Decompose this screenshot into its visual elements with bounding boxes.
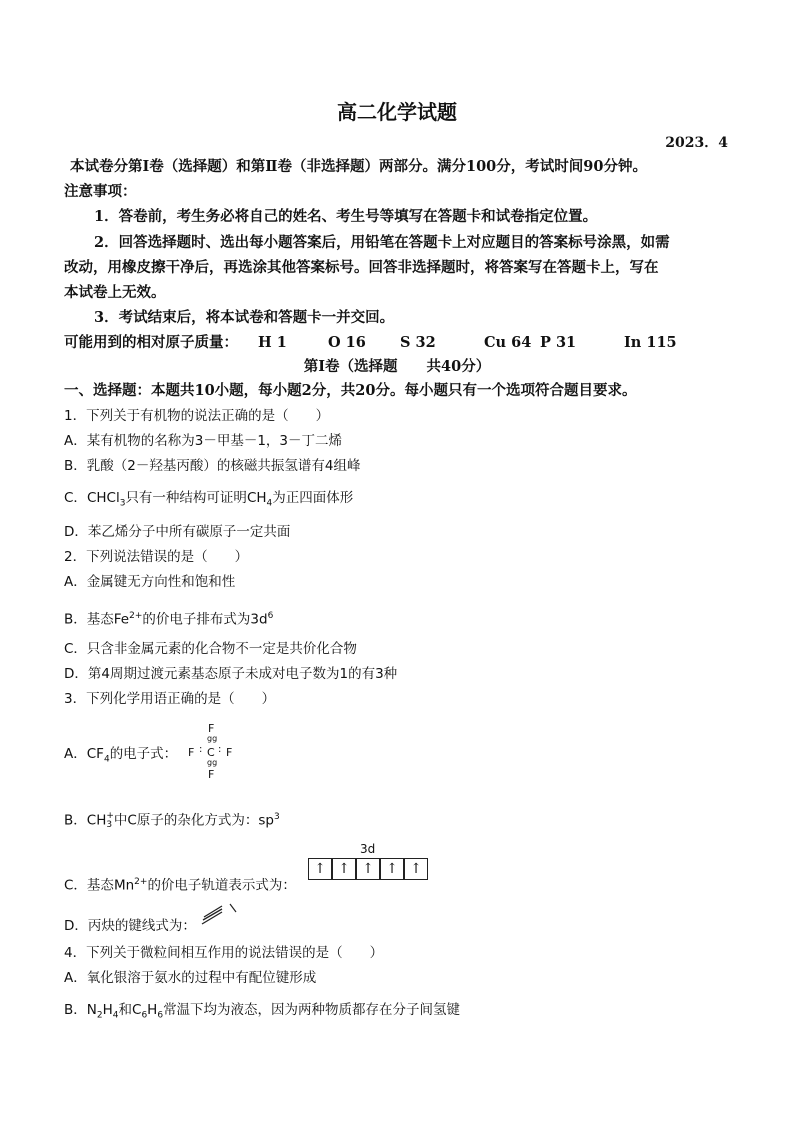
atomic-mass-line [64,332,677,354]
notice-item-1: 1．答卷前，考生务必将自己的姓名、考生号等填写在答题卡和试卷指定位置。 [94,208,598,225]
q2-option-b: B．基态$Fe^{2+}$的价电子排布式为$3d^6$ [64,611,274,628]
mass-cu: Cu 64 [484,334,532,351]
orbital-box-2: ↑ [332,858,356,880]
q1-stem: 1．下列关于有机物的说法正确的是（ ） [64,408,330,424]
section-1-instruction: 一、选择题：本题共10小题，每小题2分，共20分。每小题只有一个选项符合题目要求。 [64,382,637,399]
exam-date: 2023．4 [665,135,728,151]
orbital-box-1: ↑ [308,858,332,880]
q4-option-a: A．氧化银溶于氨水的过程中有配位键形成 [64,970,317,986]
notice-item-2-line-1: 2．回答选择题时、选出每小题答案后，用铅笔在答题卡上对应题目的答案标号涂黑，如需 [94,234,670,251]
cf4-electron-structure: F gg F : C : F gg F [188,722,233,781]
page-title: 高二化学试题 [337,100,457,124]
cf4-right-f: F [226,746,233,759]
notice-item-3: 3．考试结束后，将本试卷和答题卡一并交回。 [94,309,395,326]
cf4-left-f: F [188,746,195,759]
propyne-bond-line-icon [200,900,244,926]
cf4-dots-bottom: gg [207,758,218,767]
cf4-bottom-f: F [208,768,215,781]
atomic-mass-label: 可能用到的相对原子质量： [64,334,238,351]
q1-option-d: D．苯乙烯分子中所有碳原子一定共面 [64,524,291,540]
notice-item-2-line-2: 改动，用橡皮擦干净后，再选涂其他答案标号。回答非选择题时，将答案写在答题卡上，写在 [64,259,659,276]
notice-label: 注意事项： [64,183,137,200]
q3-option-d: D．丙炔的键线式为： [64,918,196,934]
q2-stem: 2．下列说法错误的是（ ） [64,549,249,565]
orbital-label-3d: 3d [360,842,376,856]
q3-stem: 3．下列化学用语正确的是（ ） [64,691,276,707]
mass-p: P 31 [540,334,577,351]
q2-option-c: C．只含非金属元素的化合物不一定是共价化合物 [64,641,357,657]
orbital-box-4: ↑ [380,858,404,880]
cf4-top-f: F [208,722,215,735]
orbital-box-5: ↑ [404,858,428,880]
mass-o: O 16 [328,334,366,351]
mass-in: In 115 [624,334,677,351]
section-1-title: 第Ⅰ卷（选择题 共40分） [303,358,491,375]
intro-text: 本试卷分第Ⅰ卷（选择题）和第Ⅱ卷（非选择题）两部分。满分100分，考试时间90分钟。 [70,158,647,175]
notice-item-2-line-3: 本试卷上无效。 [64,284,166,301]
q3-option-c: C．基态$Mn^{2+}$的价电子轨道表示式为： [64,877,296,894]
q2-option-a: A．金属键无方向性和饱和性 [64,574,236,590]
q1-option-b: B．乳酸（2－羟基丙酸）的核磁共振氢谱有4组峰 [64,458,361,474]
q1-option-c: C．CHCl$_3$只有一种结构可证明$CH_4$为正四面体形 [64,490,354,509]
cf4-dots-top: gg [207,734,218,743]
q2-option-d: D．第4周期过渡元素基态原子未成对电子数为1的有3种 [64,666,398,682]
q3-option-a: A．$CF_4$的电子式： [64,746,178,765]
q1-option-a: A．某有机物的名称为3－甲基－1，3－丁二烯 [64,433,343,449]
q4-stem: 4．下列关于微粒间相互作用的说法错误的是（ ） [64,945,384,961]
q3-option-b: B．CH + 3 中C原子的杂化方式为：$sp^3$ [64,810,280,830]
orbital-box-3: ↑ [356,858,380,880]
q4-option-b: B．$N_2H_4$和$C_6H_6$常温下均为液态，因为两种物质都存在分子间氢键 [64,1002,461,1021]
mass-h: H 1 [258,334,287,351]
cf4-center-c: C [207,746,215,759]
mass-s: S 32 [400,334,436,351]
